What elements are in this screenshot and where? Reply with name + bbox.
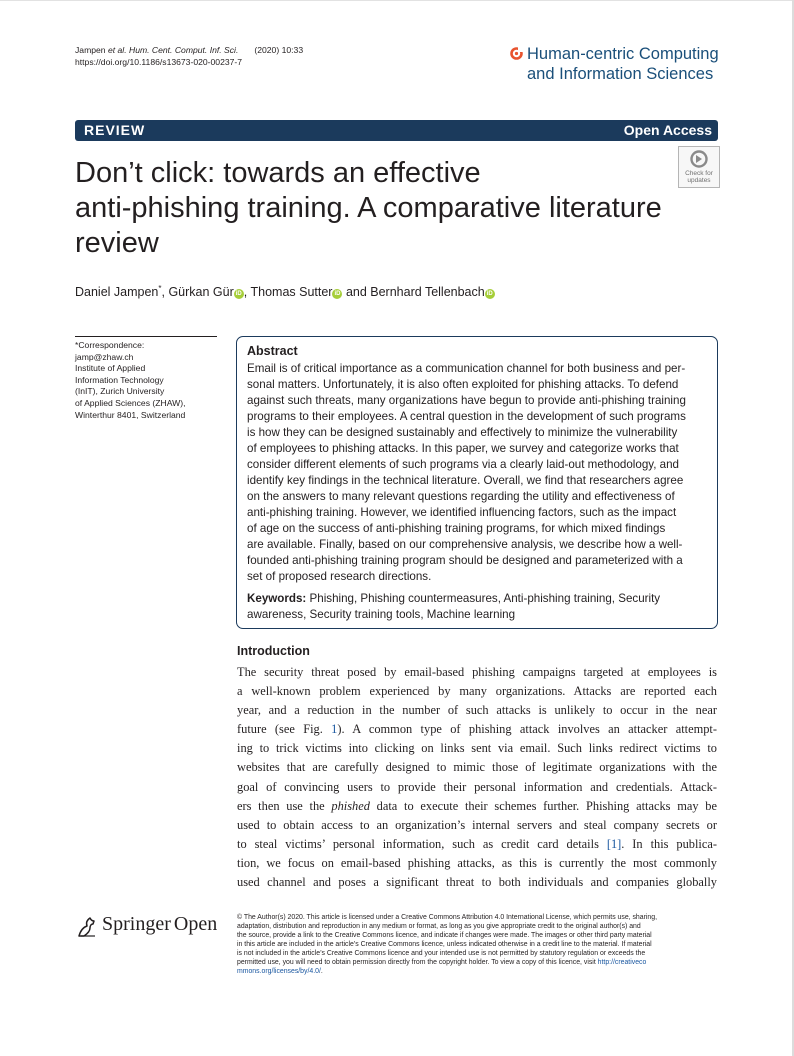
body-text: ers then use the xyxy=(237,798,332,813)
body-text: data to execute their schemes further. Phishing attacks may be xyxy=(369,798,717,813)
introduction-body xyxy=(237,663,717,892)
license-link[interactable]: http://creativeco xyxy=(597,959,647,966)
orcid-icon[interactable]: iD xyxy=(235,291,242,298)
license-link[interactable]: mmons.org/licenses/by/4.0/ xyxy=(237,968,321,975)
publisher-name: Springer xyxy=(102,913,171,935)
abstract-line: founded anti-phishing training program should be designed and parameterized with a xyxy=(247,554,683,567)
orcid-icon[interactable]: iD xyxy=(334,291,341,298)
body-line: used channel and poses a significant threat to both individuals and companies globally xyxy=(237,875,717,890)
journal-name-line2: and Information Sciences xyxy=(527,65,714,83)
author-name[interactable]: , Thomas Sutter xyxy=(243,285,333,300)
abstract-line: Email is of critical importance as a communication channel for both business and per- xyxy=(247,362,686,375)
keywords-label: Keywords: xyxy=(247,592,307,605)
abstract-box xyxy=(236,336,718,629)
abstract-line: sonal matters. Unfortunately, it is also often exploited for phishing attacks. To defend xyxy=(247,378,679,391)
body-line: websites that are carefully designed to mimic those of legitimate organizations with the xyxy=(237,760,717,775)
figure-reference-link[interactable]: 1 xyxy=(331,722,338,737)
journal-name-line1: Human-centric Computing xyxy=(527,45,719,63)
body-text: ). A common type of phishing attack involves an attacker attempt- xyxy=(337,722,717,737)
abstract-line: consider different elements of such programs via a clearly laid-out methodology, and xyxy=(247,458,679,471)
abstract-line: of employees to phishing attacks. In this paper, we survey and categorize works that xyxy=(247,442,679,455)
citation-author: Jampen xyxy=(75,45,108,55)
license-line: in this article are included in the article’s Creative Commons licence, unless indicated otherwise in a credit line to the material. If material xyxy=(237,941,652,948)
license-line: the source, provide a link to the Creative Commons licence, and indicate if changes were made. The images or other third party material xyxy=(237,932,652,939)
citation-year: (2020) 10:33 xyxy=(254,45,304,55)
correspondence-line: Winterthur 8401, Switzerland xyxy=(75,409,186,420)
keywords-line xyxy=(247,591,708,607)
body-line: year, and a reduction in the number of such attacks is unlikely to occur in the near xyxy=(237,703,717,718)
license-line xyxy=(237,967,719,976)
correspondence-block xyxy=(75,340,220,421)
abstract-line: anti-phishing training. However, we identified influencing factors, such as the impact xyxy=(247,506,677,519)
introduction-heading: Introduction xyxy=(237,644,310,658)
publisher-open: Open xyxy=(173,913,218,935)
abstract-line: is how they can be designed sustainably and effectively to minimize the vulnerability xyxy=(247,426,678,439)
abstract-line: programs to their employees. A central question in the development of such programs xyxy=(247,410,686,423)
check-for-updates-button[interactable] xyxy=(678,146,720,188)
author-name[interactable]: and Bernhard Tellenbach xyxy=(342,285,485,300)
abstract-heading: Abstract xyxy=(247,344,298,358)
license-line xyxy=(237,958,719,967)
body-line: tion, we focus on email-based phishing attacks, as this is currently the most commonly xyxy=(237,855,717,870)
doi-link[interactable]: https://doi.org/10.1186/s13673-020-00237-7 xyxy=(75,57,243,67)
license-line: adaptation, distribution and reproduction in any medium or format, as long as you give appropriate credit to the original author(s) and xyxy=(237,923,641,930)
citation-journal: et al. Hum. Cent. Comput. Inf. Sci. xyxy=(107,45,239,55)
check-updates-icon xyxy=(690,150,708,168)
page-top-border xyxy=(0,0,794,1)
body-line: ing to trick victims into clicking on links sent via email. Such links redirect victims to xyxy=(237,741,717,756)
correspondence-line: Information Technology xyxy=(75,374,164,385)
check-updates-text: Check for xyxy=(685,170,713,177)
body-line: goal of convincing users to provide their personal information and credentials. Attack- xyxy=(237,779,717,794)
citation-block xyxy=(75,44,303,68)
corresponding-mark: * xyxy=(158,284,162,293)
author-name[interactable]: , Gürkan Gür xyxy=(161,285,234,300)
abstract-line: set of proposed research directions. xyxy=(247,570,432,583)
springer-horse-icon xyxy=(75,915,99,939)
body-line: a well-known problem experienced by many organizations. Attacks are reported each xyxy=(237,684,717,699)
license-text: permitted use, you will need to obtain permission directly from the copyright holder. To view a copy of this licence, visit xyxy=(237,959,598,966)
body-line xyxy=(237,835,717,854)
license-notice xyxy=(237,913,719,976)
check-updates-text: updates xyxy=(687,177,711,184)
abstract-line: are available. Finally, based on our comprehensive analysis, we describe how a well- xyxy=(247,538,683,551)
citation-reference-link[interactable]: [1] xyxy=(606,836,622,851)
body-italic: phished xyxy=(331,798,370,813)
abstract-line: identify key findings in the technical literature. Overall, we find that researchers agree xyxy=(247,474,684,487)
keywords-text: Phishing, Phishing countermeasures, Anti-phishing training, Security xyxy=(309,592,661,605)
correspondence-line: of Applied Sciences (ZHAW), xyxy=(75,397,186,408)
body-text: to steal victims’ personal information, such as credit card details xyxy=(237,836,607,851)
orcid-icon[interactable]: iD xyxy=(486,291,493,298)
correspondence-line: *Correspondence: xyxy=(75,340,145,350)
body-text: . In this publica- xyxy=(621,836,717,851)
citation-line xyxy=(75,44,303,56)
abstract-line: of age on the success of anti-phishing training programs, for which mixed findings xyxy=(247,522,666,535)
body-line xyxy=(237,720,717,739)
correspondence-line: Institute of Applied xyxy=(75,363,146,374)
correspondence-line: (InIT), Zurich University xyxy=(75,386,165,397)
abstract-line: on the answers to many relevant questions regarding the utility and effectiveness of xyxy=(247,490,675,503)
journal-logo-icon xyxy=(510,47,523,60)
article-title xyxy=(75,156,715,261)
body-line: The security threat posed by email-based phishing campaigns targeted at employees is xyxy=(237,665,717,679)
correspondence-email[interactable]: jamp@zhaw.ch xyxy=(75,351,134,362)
license-text: . xyxy=(320,968,323,975)
publisher-wordmark xyxy=(102,913,217,936)
body-line xyxy=(237,797,717,816)
license-line: © The Author(s) 2020. This article is licensed under a Creative Commons Attribution 4.0 International License, which permits use, sharing, xyxy=(237,914,658,921)
article-type-label: REVIEW xyxy=(84,122,146,138)
title-line: review xyxy=(75,227,159,259)
author-list xyxy=(75,284,495,299)
open-access-label: Open Access xyxy=(623,122,712,138)
keywords-line: awareness, Security training tools, Machine learning xyxy=(247,608,516,621)
title-line: Don’t click: towards an effective xyxy=(75,157,481,189)
body-text: future (see Fig. xyxy=(237,722,332,737)
correspondence-divider xyxy=(75,336,217,337)
title-line: anti-phishing training. A comparative literature xyxy=(75,192,662,224)
license-line: is not included in the article’s Creative Commons licence and your intended use is not permitted by statutory regulation or exceeds the xyxy=(237,950,646,957)
abstract-line: against such threats, many organizations have begun to provide anti-phishing training xyxy=(247,394,686,407)
author-name[interactable]: Daniel Jampen xyxy=(75,285,159,300)
body-line: used to obtain access to an organization’s internal servers and steal company secrets or xyxy=(237,817,717,832)
article-type-banner xyxy=(75,120,718,141)
